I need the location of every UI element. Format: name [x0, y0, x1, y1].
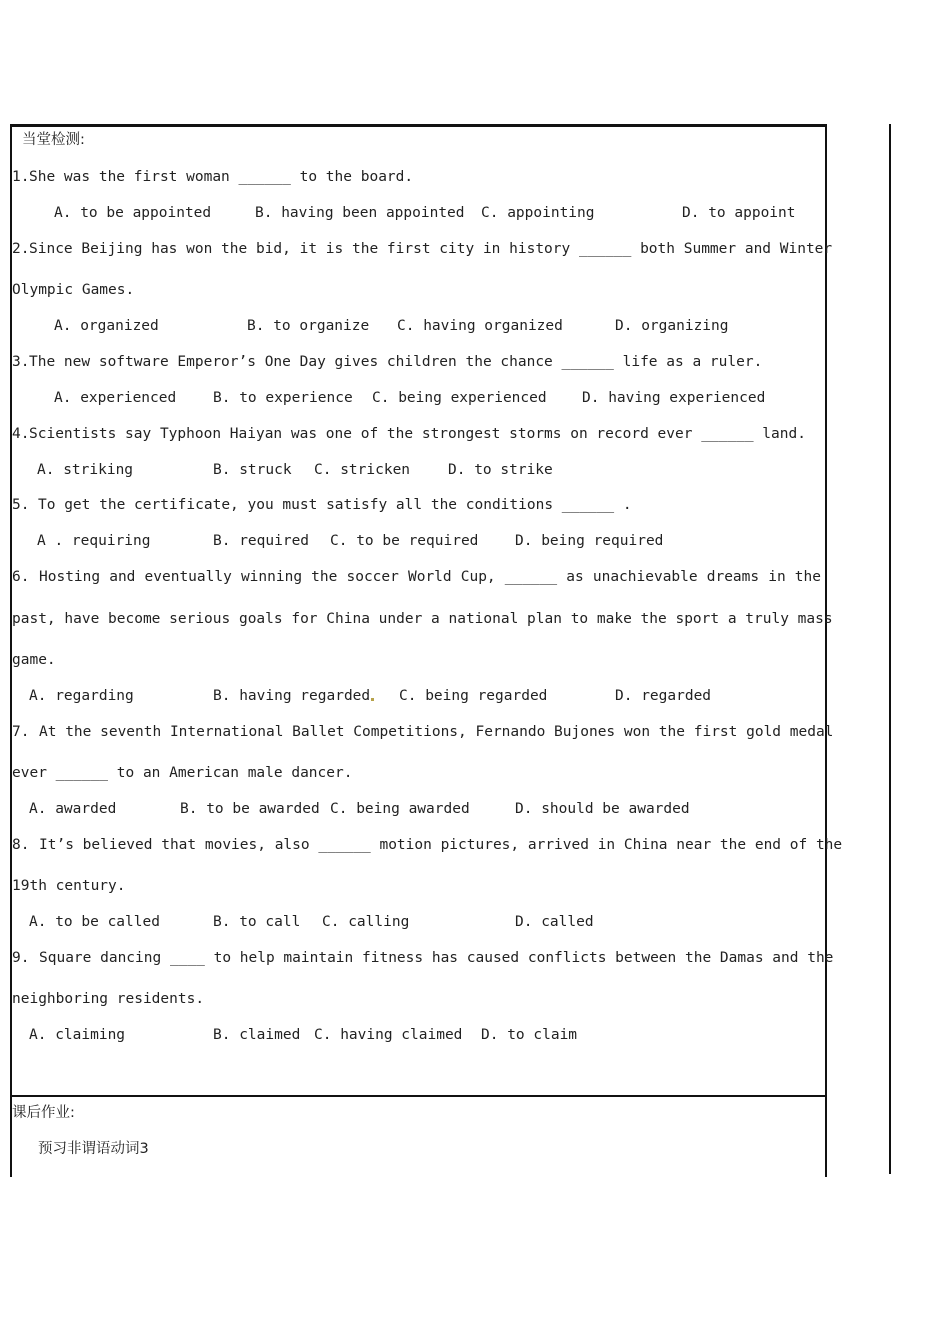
option-c: C. appointing [481, 205, 595, 221]
option-b: B. struck [213, 462, 292, 478]
question-number: 2. [12, 241, 30, 257]
option-d: D. should be awarded [515, 801, 690, 817]
question-text: To get the certificate, you must satisfy all the conditions ______ . [38, 497, 632, 513]
option-b: B. to call [213, 914, 301, 930]
option-d: D. having experienced [582, 390, 766, 406]
option-d: D. to claim [481, 1027, 578, 1043]
option-a: A . requiring [37, 533, 151, 549]
option-a: A. experienced [54, 390, 177, 406]
question-number: 7. [12, 724, 30, 740]
check-heading: 当堂检测: [22, 132, 85, 148]
question-number: 5. [12, 497, 30, 513]
question-text: Scientists say Typhoon Haiyan was one of the strongest storms on record ever ______ land. [29, 426, 806, 442]
option-d: D. called [515, 914, 594, 930]
option-a: A. striking [37, 462, 134, 478]
question-text: Since Beijing has won the bid, it is the first city in history ______ both Summer and Winter [29, 241, 833, 257]
question-text-cont: past, have become serious goals for China under a national plan to make the sport a truly mass [12, 611, 833, 627]
question-number: 6. [12, 569, 30, 585]
option-c: C. having organized [397, 318, 563, 334]
question-number: 9. [12, 950, 30, 966]
option-c: C. stricken [314, 462, 411, 478]
option-d: D. being required [515, 533, 664, 549]
question-text: She was the first woman ______ to the board. [29, 169, 414, 185]
option-c: C. having claimed [314, 1027, 463, 1043]
option-b: B. to organize [247, 318, 370, 334]
option-c: C. to be required [330, 533, 479, 549]
question-text: At the seventh International Ballet Competitions, Fernando Bujones won the first gold medal [39, 724, 834, 740]
option-a: A. claiming [29, 1027, 126, 1043]
question-number: 4. [12, 426, 30, 442]
question-text-cont: neighboring residents. [12, 991, 205, 1007]
question-text: The new software Emperor’s One Day gives children the chance ______ life as a ruler. [29, 354, 763, 370]
option-d: D. regarded [615, 688, 712, 704]
question-number: 1. [12, 169, 30, 185]
section-divider [10, 1095, 825, 1097]
question-text: Square dancing ____ to help maintain fitness has caused conflicts between the Damas and the [39, 950, 834, 966]
option-d: D. to strike [448, 462, 553, 478]
question-number: 3. [12, 354, 30, 370]
option-c: C. being awarded [330, 801, 470, 817]
option-c: C. calling [322, 914, 410, 930]
option-b: B. having been appointed [255, 205, 465, 221]
question-text: It’s believed that movies, also ______ motion pictures, arrived in China near the end of the [39, 837, 843, 853]
homework-task: 预习非谓语动词3 [38, 1141, 149, 1157]
option-b: B. claimed [213, 1027, 301, 1043]
option-b: B. having regarded [213, 688, 371, 704]
option-a: A. to be appointed [54, 205, 212, 221]
question-text-cont: 19th century. [12, 878, 126, 894]
homework-heading: 课后作业: [12, 1105, 75, 1121]
option-a: A. organized [54, 318, 159, 334]
option-b: B. required [213, 533, 310, 549]
option-b: B. to experience [213, 390, 353, 406]
question-text-cont: game. [12, 652, 56, 668]
speck-mark [371, 698, 374, 701]
option-c: C. being experienced [372, 390, 547, 406]
option-a: A. awarded [29, 801, 117, 817]
option-c: C. being regarded [399, 688, 548, 704]
option-a: A. regarding [29, 688, 134, 704]
margin-line [889, 124, 891, 1174]
option-a: A. to be called [29, 914, 160, 930]
option-d: D. to appoint [682, 205, 796, 221]
question-text: Hosting and eventually winning the soccer World Cup, ______ as unachievable dreams in the [39, 569, 821, 585]
option-b: B. to be awarded [180, 801, 320, 817]
question-text-cont: Olympic Games. [12, 282, 135, 298]
question-number: 8. [12, 837, 30, 853]
question-text-cont: ever ______ to an American male dancer. [12, 765, 353, 781]
option-d: D. organizing [615, 318, 729, 334]
